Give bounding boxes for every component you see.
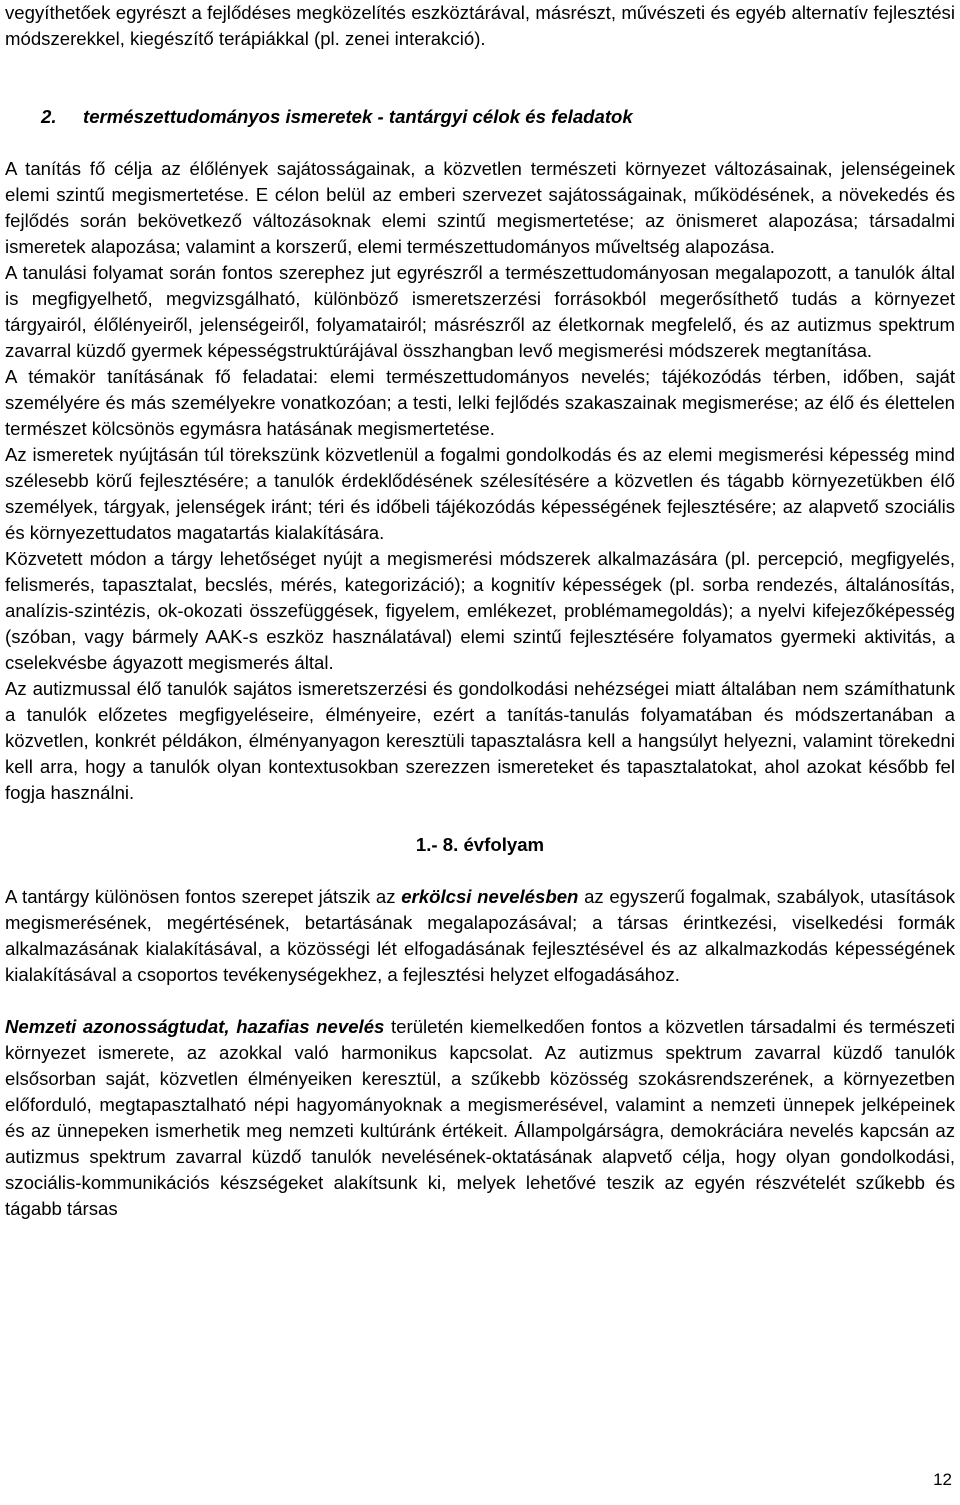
section-number: 2. bbox=[41, 106, 57, 127]
paragraph-moral-education bbox=[5, 884, 955, 988]
paragraph-goal: A tanítás fő célja az élőlények sajátosságainak, a közvetlen természeti környezet változásainak, jelenségeinek elemi szintű megismertetése. E célon belül az emberi szervezet sajátosságainak, működésének, a növekedés és fejlődés során bekövetkező változásoknak elemi szintű megismertetése; az önismeret alapozása; társadalmi ismeretek alapozása; valamint a korszerű, elemi természettudományos műveltség alapozása. bbox=[5, 158, 955, 257]
section-title: természettudományos ismeretek - tantárgyi célok és feladatok bbox=[83, 106, 633, 127]
national-emphasis: Nemzeti azonosságtudat, hazafias nevelés bbox=[5, 1016, 385, 1037]
moral-emphasis: erkölcsi nevelésben bbox=[401, 886, 579, 907]
page-number: 12 bbox=[933, 1470, 952, 1489]
paragraph-autism: Az autizmussal élő tanulók sajátos ismeretszerzési és gondolkodási nehézségei miatt általában nem számíthatunk a tanulók előzetes megfigyeléseire, élményeire, ezért a tanítás-tanulás folyamatában és módszertanában a közvetlen, konkrét példákon, élményanyagon keresztüli tapasztalásra kell a hangsúlyt helyezni, valamint törekedni kell arra, hogy a tanulók olyan kontextusokban szerezzen ismereteket és tapasztalatokat, ahol azokat később fel fogja használni. bbox=[5, 678, 955, 803]
paragraph-national-identity bbox=[5, 1014, 955, 1222]
section-heading bbox=[5, 104, 955, 130]
paragraph-learning-process: A tanulási folyamat során fontos szerephez jut egyrészről a természettudományosan megalapozott, a tanulók által is megfigyelhető, megvizsgálható, különböző ismeretszerzési forrásokból megerősíthető tudás a környezet tárgyairól, élőlényeiről, jelenségeiről, folyamatairól; másrészről az életkornak megfelelő, és az autizmus spektrum zavarral küzdő gyermek képességstruktúrájával összhangban levő megismerési módszerek megtanítása. bbox=[5, 262, 955, 361]
moral-after: az egyszerű fogalmak, szabályok, utasítások megismerésének, megértésének, betartásának megalapozásával; a társas érintkezési, viselkedési formák alkalmazásának kialakításával, a közösségi lét elfogadásának fejlesztésével és az alkalmazkodás képességének kialakításával a csoportos tevékenységekhez, a fejlesztési helyzet elfogadásához. bbox=[5, 886, 955, 985]
paragraph-tasks: A témakör tanításának fő feladatai: elemi természettudományos nevelés; tájékozódás térben, időben, saját személyére és más személyekre vonatkozóan; a testi, lelki fejlődés szakaszainak megismerése; az élő és élettelen természet kölcsönös egymásra hatásának megismertetése. bbox=[5, 366, 955, 439]
paragraph-methods: Közvetett módon a tárgy lehetőséget nyújt a megismerési módszerek alkalmazására (pl. percepció, megfigyelés, felismerés, tapasztalat, becslés, mérés, kategorizáció); a kognitív képességek (pl. sorba rendezés, általánosítás, analízis-szintézis, ok-okozati összefüggések, figyelem, emlékezet, problémamegoldás); a nyelvi kifejezőképesség (szóban, vagy bármely AAK-s eszköz használatával) elemi szintű fejlesztésére folyamatos gyermeki aktivitás, a cselekvésbe ágyazott megismerés által. bbox=[5, 548, 955, 673]
grade-heading: 1.- 8. évfolyam bbox=[415, 834, 545, 855]
national-after: területén kiemelkedően fontos a közvetlen társadalmi és természeti környezet ismerete, az azokkal való harmonikus kapcsolat. Az autizmus spektrum zavarral küzdő tanulók elsősorban saját, közvetlen élményeiken keresztül, a szűkebb közösség szokásrendszerének, a környezetben előforduló, megtapasztalható népi hagyományoknak a megismerésével, valamint a nemzeti ünnepek jelképeinek és az ünnepeken ismerhetik meg nemzeti kultúránk értékeit. Állampolgárságra, demokráciára nevelés kapcsán az autizmus spektrum zavarral küzdő tanulók nevelésének-oktatásának alapvető célja, hogy olyan gondolkodási, szociális-kommunikációs készségeket alakítsunk ki, melyek lehetővé teszik az egyén részvételét szűkebb és tágabb társas bbox=[5, 1016, 955, 1219]
document-page bbox=[5, 0, 955, 1222]
intro-paragraph: vegyíthetőek egyrészt a fejlődéses megközelítés eszköztárával, másrészt, művészeti és egyéb alternatív fejlesztési módszerekkel, kiegészítő terápiákkal (pl. zenei interakció). bbox=[5, 2, 955, 49]
paragraph-development: Az ismeretek nyújtásán túl törekszünk közvetlenül a fogalmi gondolkodás és az elemi megismerési képesség mind szélesebb körű fejlesztésére; a tanulók érdeklődésének szélesítésére a közvetlen és tágabb környezetükben élő személyek, tárgyak, jelenségek iránt; téri és időbeli tájékozódás képességének fejlesztésére; az alapvető szociális és környezettudatos magatartás kialakítására. bbox=[5, 444, 955, 543]
moral-before: A tantárgy különösen fontos szerepet játszik az bbox=[5, 886, 402, 907]
